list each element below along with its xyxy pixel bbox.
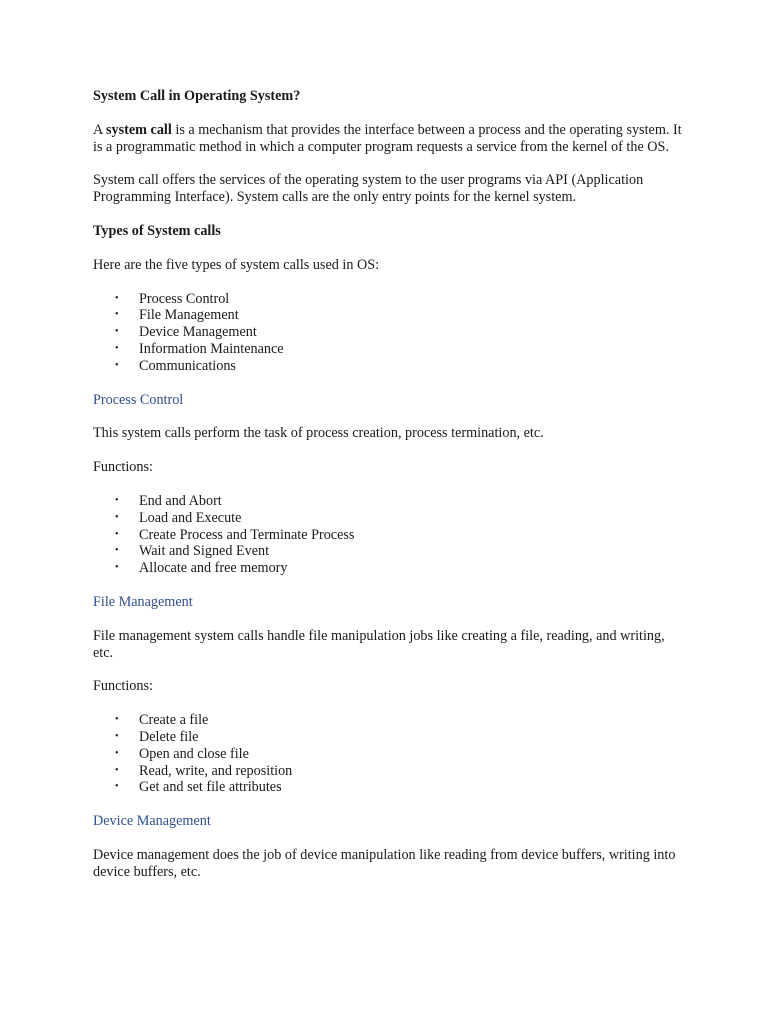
bullet-icon: • [115, 747, 119, 759]
list-item [93, 510, 683, 527]
bullet-icon: • [115, 342, 119, 354]
list-item-text: Create Process and Terminate Process [139, 526, 355, 543]
intro-paragraph [93, 122, 683, 156]
file-management-heading: File Management [93, 593, 193, 610]
list-item [93, 763, 683, 780]
intro-rest: is a mechanism that provides the interface between a process and the operating system. It is a programmatic method in which a computer program requests a service from the kernel of the OS. [93, 121, 682, 155]
process-control-functions-label: Functions: [93, 459, 153, 476]
process-control-heading: Process Control [93, 391, 184, 408]
bullet-icon: • [115, 292, 119, 304]
bullet-icon: • [115, 781, 119, 793]
list-item [93, 324, 683, 341]
bullet-icon: • [115, 764, 119, 776]
types-intro: Here are the five types of system calls used in OS: [93, 256, 380, 273]
list-item-text: Load and Execute [139, 509, 242, 526]
list-item [93, 291, 683, 308]
device-management-description: Device management does the job of device manipulation like reading from device buffers, writing into device buffers, etc. [93, 846, 676, 880]
list-item [93, 493, 683, 510]
list-item-text: Information Maintenance [139, 340, 284, 357]
bullet-icon: • [115, 714, 119, 726]
bullet-icon: • [115, 511, 119, 523]
list-item-text: Device Management [139, 324, 257, 341]
bullet-icon: • [115, 326, 119, 338]
bullet-icon: • [115, 528, 119, 540]
list-item-text: Wait and Signed Event [139, 543, 270, 560]
list-item-text: File Management [139, 307, 239, 324]
list-item-text: Read, write, and reposition [139, 762, 293, 779]
intro-term: system call [106, 121, 172, 138]
document-title: System Call in Operating System? [93, 88, 301, 104]
api-paragraph: System call offers the services of the operating system to the user programs via API (Application Programming Interface). System calls are the only entry points for the kernel system. [93, 172, 644, 206]
list-item [93, 779, 683, 796]
list-item-text: Communications [139, 357, 236, 374]
types-list [93, 291, 683, 375]
list-item-text: Open and close file [139, 745, 249, 762]
file-management-functions-list [93, 712, 683, 796]
device-management-heading: Device Management [93, 813, 211, 830]
process-control-description: This system calls perform the task of process creation, process termination, etc. [93, 425, 544, 442]
list-item-text: Allocate and free memory [139, 560, 288, 577]
list-item [93, 358, 683, 375]
list-item-text: Create a file [139, 712, 209, 729]
types-heading: Types of System calls [93, 222, 221, 239]
list-item [93, 746, 683, 763]
list-item [93, 560, 683, 577]
list-item [93, 712, 683, 729]
list-item-text: Delete file [139, 728, 199, 745]
file-management-description: File management system calls handle file manipulation jobs like creating a file, reading, and writing, etc. [93, 627, 665, 661]
list-item [93, 543, 683, 560]
intro-prefix: A [93, 121, 107, 138]
document-page [93, 88, 683, 898]
file-management-functions-label: Functions: [93, 678, 153, 695]
bullet-icon: • [115, 545, 119, 557]
list-item [93, 341, 683, 358]
list-item [93, 729, 683, 746]
bullet-icon: • [115, 359, 119, 371]
list-item-text: Process Control [139, 290, 230, 307]
list-item [93, 527, 683, 544]
list-item-text: Get and set file attributes [139, 779, 282, 796]
process-control-functions-list [93, 493, 683, 577]
list-item [93, 307, 683, 324]
bullet-icon: • [115, 562, 119, 574]
list-item-text: End and Abort [139, 492, 222, 509]
bullet-icon: • [115, 309, 119, 321]
bullet-icon: • [115, 494, 119, 506]
bullet-icon: • [115, 730, 119, 742]
